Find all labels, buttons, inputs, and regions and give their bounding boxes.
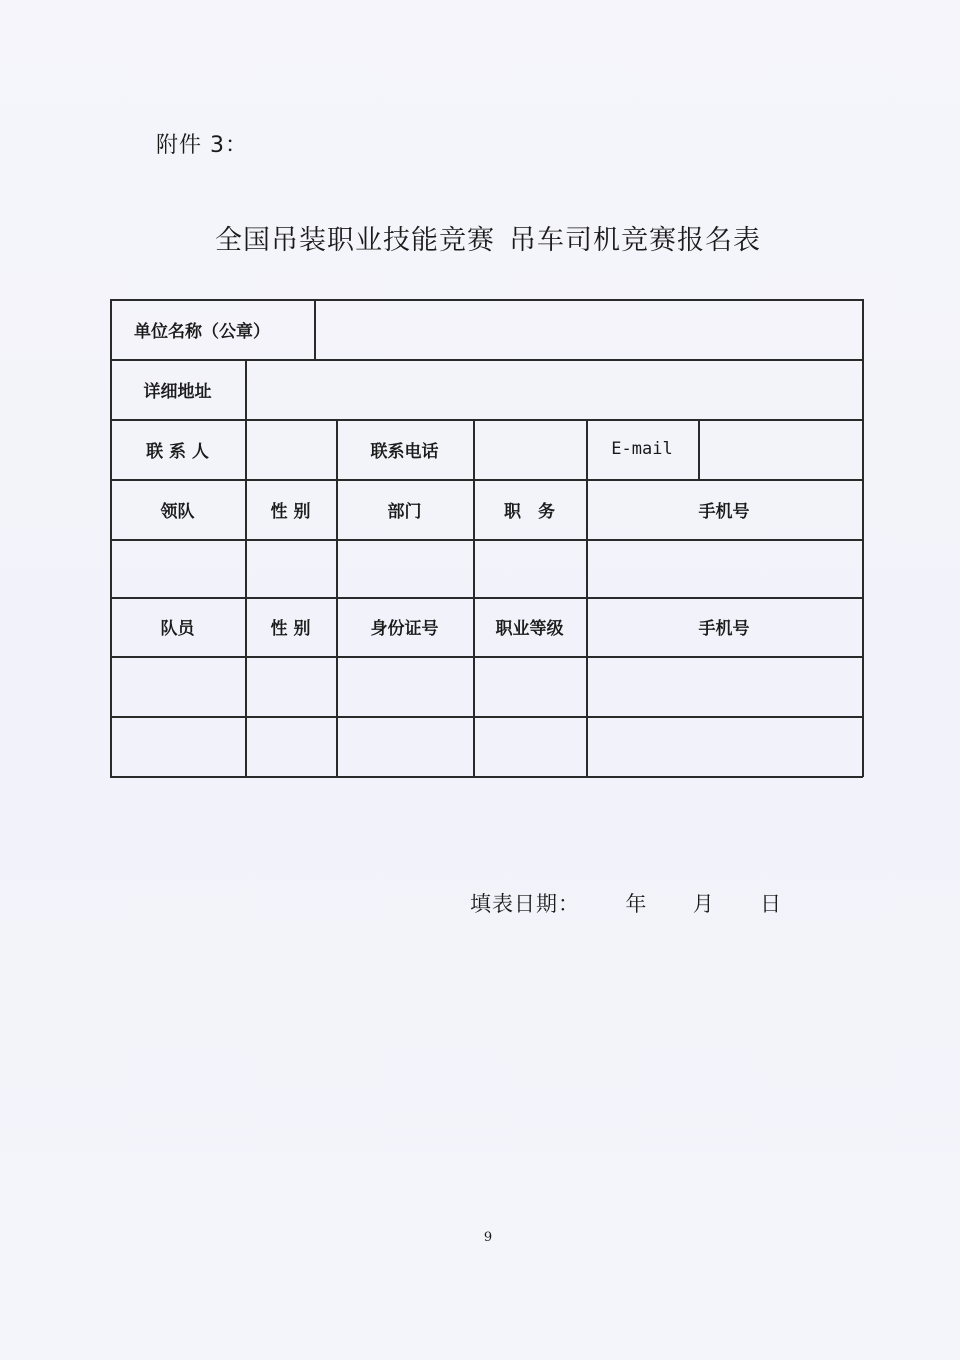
leader-gender-header: 性 别 xyxy=(270,501,311,522)
member-level-header: 职业等级 xyxy=(495,619,564,639)
member-gender-header: 性 别 xyxy=(270,619,311,639)
member-1-mobile-field[interactable] xyxy=(587,657,862,716)
fill-date-day: 日 xyxy=(760,892,783,916)
leader-name-field[interactable] xyxy=(111,540,245,597)
form-title-part1: 全国吊装职业技能竞赛 xyxy=(215,225,495,256)
page-number: 9 xyxy=(483,1230,493,1245)
leader-mobile-field[interactable] xyxy=(587,540,862,597)
phone-field[interactable] xyxy=(474,420,586,479)
leader-header: 领队 xyxy=(160,501,195,522)
member-2-id-field[interactable] xyxy=(337,717,473,776)
member-1-gender-field[interactable] xyxy=(246,657,336,716)
form-title xyxy=(0,218,960,257)
unit-name-field[interactable] xyxy=(315,300,862,359)
member-1-id-field[interactable] xyxy=(337,657,473,716)
fill-date-label: 填表日期： xyxy=(470,892,580,916)
member-header: 队员 xyxy=(160,619,195,639)
leader-gender-field[interactable] xyxy=(246,540,336,597)
member-1-level-field[interactable] xyxy=(474,657,586,716)
phone-label: 联系电话 xyxy=(370,441,439,462)
leader-position-field[interactable] xyxy=(474,540,586,597)
leader-position-header: 职 务 xyxy=(504,501,555,522)
fill-date xyxy=(470,888,782,918)
form-title-part2: 吊车司机竞赛报名表 xyxy=(509,225,761,256)
email-field[interactable] xyxy=(699,420,862,479)
contact-field[interactable] xyxy=(246,420,336,479)
email-label: E-mail xyxy=(611,439,673,459)
member-2-mobile-field[interactable] xyxy=(587,717,862,776)
attachment-label: 附件 3： xyxy=(156,133,248,158)
unit-name-label: 单位名称（公章） xyxy=(134,321,270,342)
fill-date-month: 月 xyxy=(692,892,715,916)
leader-mobile-header: 手机号 xyxy=(698,501,750,522)
address-field[interactable] xyxy=(246,360,862,419)
leader-department-header: 部门 xyxy=(387,501,422,522)
address-label: 详细地址 xyxy=(143,381,212,402)
member-1-name-field[interactable] xyxy=(111,657,245,716)
member-2-level-field[interactable] xyxy=(474,717,586,776)
member-id-header: 身份证号 xyxy=(370,619,439,639)
member-2-name-field[interactable] xyxy=(111,717,245,776)
member-mobile-header: 手机号 xyxy=(698,619,750,639)
fill-date-year: 年 xyxy=(625,892,648,916)
contact-label: 联 系 人 xyxy=(146,441,209,462)
leader-department-field[interactable] xyxy=(337,540,473,597)
member-2-gender-field[interactable] xyxy=(246,717,336,776)
